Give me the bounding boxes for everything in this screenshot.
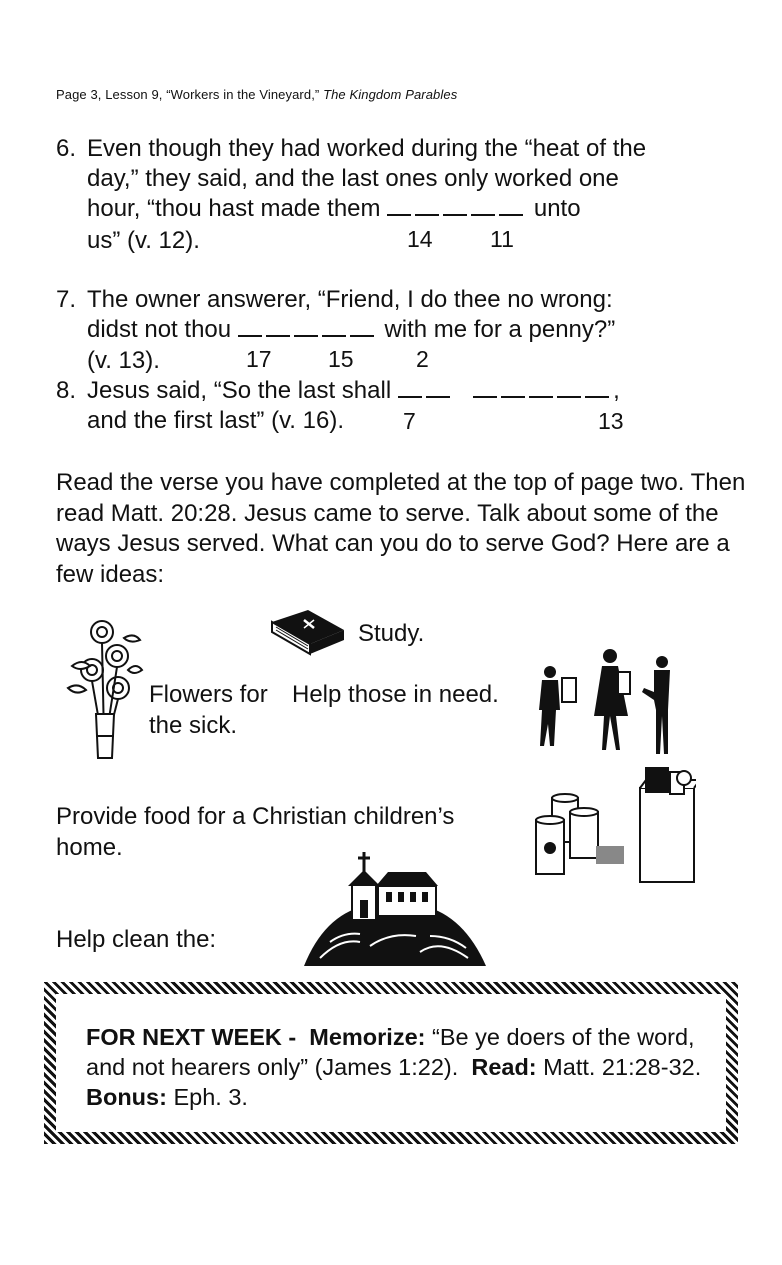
next-week-text <box>86 1022 711 1112</box>
q7-hint-3: 2 <box>416 346 429 372</box>
memorize-label: Memorize: <box>309 1024 426 1050</box>
q7-blank-3[interactable] <box>294 321 318 337</box>
q7-number: 7. <box>56 286 77 313</box>
q6-line4: us” (v. 12). <box>87 227 200 254</box>
q6-blank-1[interactable] <box>387 200 411 216</box>
idea-clean: Help clean the: <box>56 926 217 953</box>
next-week-label: FOR NEXT WEEK - <box>86 1024 297 1050</box>
page-header <box>56 87 457 102</box>
q8-blank-2[interactable] <box>426 382 450 398</box>
idea-help-need: Help those in need. <box>292 681 499 708</box>
q6-line3: hour, “thou hast made them unto <box>87 195 581 222</box>
read-label: Read: <box>471 1054 537 1080</box>
idea-flowers-line1: Flowers for <box>149 681 268 708</box>
instructions-paragraph: Read the verse you have completed at the top of page two. Then read Matt. 20:28. Jesus came to serve. Talk about some of the ways Jesus served. What can you do to serve God? Here are a few ideas: <box>56 469 746 588</box>
bible-icon <box>268 608 348 656</box>
q6-number: 6. <box>56 135 77 162</box>
bonus-text: Eph. 3. <box>173 1084 248 1110</box>
q7-blank-5[interactable] <box>350 321 374 337</box>
idea-study: Study. <box>358 620 425 647</box>
q8-blank-6[interactable] <box>557 382 581 398</box>
q6-hint-2: 11 <box>490 226 514 252</box>
q6-blank-3[interactable] <box>443 200 467 216</box>
flowers-icon <box>62 618 144 764</box>
idea-flowers-line2: the sick. <box>149 712 238 739</box>
bonus-label: Bonus: <box>86 1084 167 1110</box>
q7-line2: didst not thou with me for a penny?” <box>87 316 616 343</box>
q6-line2: day,” they said, and the last ones only worked one <box>87 165 619 192</box>
q6-blank-5[interactable] <box>499 200 523 216</box>
food-groceries-icon <box>534 766 696 884</box>
header-book-title: The Kingdom Parables <box>323 87 458 102</box>
q6-line1: Even though they had worked during the “heat of the <box>87 135 647 162</box>
q7-line3: (v. 13). <box>87 347 160 374</box>
q8-blank-1[interactable] <box>398 382 422 398</box>
idea-food-line2: home. <box>56 834 123 861</box>
q8-number: 8. <box>56 377 77 404</box>
q8-line1: Jesus said, “So the last shall , <box>87 377 620 404</box>
q7-hint-2: 15 <box>328 346 354 372</box>
q8-blank-5[interactable] <box>529 382 553 398</box>
q8-blank-4[interactable] <box>501 382 525 398</box>
q8-hint-1: 7 <box>403 408 416 434</box>
q8-hint-2: 13 <box>598 408 624 434</box>
q8-blank-7[interactable] <box>585 382 609 398</box>
q6-blank-4[interactable] <box>471 200 495 216</box>
q6-blank-2[interactable] <box>415 200 439 216</box>
memorize-text: “Be ye doers of the word, and not hearers only” (James 1:22). <box>86 1024 695 1080</box>
q7-line1: The owner answerer, “Friend, I do thee no wrong: <box>87 286 613 313</box>
q8-line2: and the first last” (v. 16). <box>87 407 344 434</box>
read-text: Matt. 21:28-32. <box>543 1054 702 1080</box>
church-icon <box>300 850 490 968</box>
q7-hint-1: 17 <box>246 346 272 372</box>
header-lesson: Page 3, Lesson 9, “Workers in the Vineyard,” <box>56 87 320 102</box>
idea-food-line1: Provide food for a Christian children’s <box>56 803 455 830</box>
people-helping-icon <box>536 648 676 756</box>
q7-blank-1[interactable] <box>238 321 262 337</box>
q7-blank-4[interactable] <box>322 321 346 337</box>
q8-blank-3[interactable] <box>473 382 497 398</box>
q7-blank-2[interactable] <box>266 321 290 337</box>
q6-hint-1: 14 <box>407 226 433 252</box>
